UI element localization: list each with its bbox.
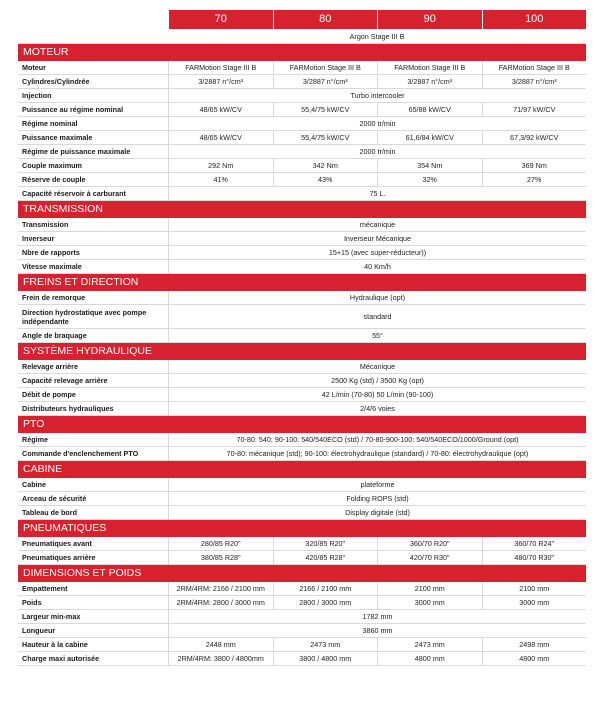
spec-label: Couple maximum (22, 161, 82, 170)
spec-values (168, 537, 586, 550)
spec-values (168, 260, 586, 273)
engine-name-row (18, 29, 586, 44)
spec-values (168, 329, 586, 342)
spec-label: Pneumatiques avant (22, 539, 92, 548)
spec-table (18, 10, 586, 666)
spec-value-model-100: 71/97 kW/CV (482, 103, 587, 116)
spec-row (18, 582, 586, 596)
spec-value-all-models: 2000 tr/min (168, 117, 586, 130)
spec-value-model-90: 4800 mm (377, 652, 482, 665)
spec-row (18, 492, 586, 506)
spec-value-model-100: 67,3/92 kW/CV (482, 131, 587, 144)
spec-value-model-70: 2RM/4RM: 2800 / 3000 mm (168, 596, 273, 609)
spec-row (18, 218, 586, 232)
spec-value-model-90: 32% (377, 173, 482, 186)
spec-value-model-90: 2473 mm (377, 638, 482, 651)
spec-value-model-80: 2166 / 2100 mm (273, 582, 378, 595)
spec-row (18, 187, 586, 201)
spec-label: Charge maxi autorisée (22, 654, 100, 663)
model-80-header: 80 (273, 10, 378, 29)
spec-value-model-100: 369 Nm (482, 159, 587, 172)
spec-value-all-models: 42 L/min (70-80) 50 L/min (90-100) (168, 388, 586, 401)
section-header: DIMENSIONS ET POIDS (18, 565, 586, 582)
spec-value-model-100: 2100 mm (482, 582, 587, 595)
spec-value-all-models: Folding ROPS (std) (168, 492, 586, 505)
spec-label: Empattement (22, 584, 68, 593)
spec-label: Cabine (22, 480, 46, 489)
spec-value-all-models: Hydraulique (opt) (168, 291, 586, 304)
spec-values (168, 652, 586, 665)
spec-values (168, 447, 586, 460)
spec-row (18, 246, 586, 260)
spec-values (168, 374, 586, 387)
spec-value-model-80: 55,4/75 kW/CV (273, 131, 378, 144)
spec-values (168, 624, 586, 637)
spec-row (18, 360, 586, 374)
spec-values (168, 145, 586, 158)
spec-value-model-100: FARMotion Stage III B (482, 61, 587, 74)
engine-name-blank (18, 29, 168, 43)
section-header: TRANSMISSION (18, 201, 586, 218)
spec-values (168, 433, 586, 446)
spec-label: Tableau de bord (22, 508, 77, 517)
spec-values (168, 388, 586, 401)
spec-row (18, 374, 586, 388)
spec-row (18, 260, 586, 274)
spec-value-model-90: 420/70 R30" (377, 551, 482, 564)
spec-label: Relevage arrière (22, 362, 78, 371)
spec-row (18, 624, 586, 638)
section-header: PNEUMATIQUES (18, 520, 586, 537)
spec-label: Direction hydrostatique avec pompe indépendante (22, 307, 147, 326)
section-header: MOTEUR (18, 44, 586, 61)
spec-label: Régime nominal (22, 119, 78, 128)
spec-label: Puissance maximale (22, 133, 93, 142)
spec-values (168, 582, 586, 595)
spec-value-model-90: 354 Nm (377, 159, 482, 172)
spec-row (18, 506, 586, 520)
spec-value-all-models: plateforme (168, 478, 586, 491)
spec-row (18, 447, 586, 461)
spec-value-model-90: FARMotion Stage III B (377, 61, 482, 74)
spec-value-all-models: Display digitale (std) (168, 506, 586, 519)
spec-value-all-models: 3860 mm (168, 624, 586, 637)
spec-values (168, 232, 586, 245)
spec-value-model-90: 2100 mm (377, 582, 482, 595)
spec-label: Inverseur (22, 234, 55, 243)
spec-value-model-70: FARMotion Stage III B (168, 61, 273, 74)
spec-values (168, 117, 586, 130)
spec-values (168, 218, 586, 231)
spec-row (18, 537, 586, 551)
spec-values (168, 61, 586, 74)
spec-value-model-70: 280/85 R20" (168, 537, 273, 550)
header-blank (18, 10, 168, 29)
spec-value-model-90: 360/70 R20" (377, 537, 482, 550)
spec-label: Nbre de rapports (22, 248, 80, 257)
spec-values (168, 75, 586, 88)
spec-values (168, 551, 586, 564)
spec-value-all-models: 75 L. (168, 187, 586, 200)
spec-row (18, 433, 586, 447)
spec-label: Pneumatiques arrière (22, 553, 96, 562)
sections-container (18, 44, 586, 666)
spec-value-model-80: FARMotion Stage III B (273, 61, 378, 74)
spec-row (18, 652, 586, 666)
spec-value-model-80: 3/2887 n°/cm³ (273, 75, 378, 88)
spec-label: Réserve de couple (22, 175, 86, 184)
spec-values (168, 305, 586, 328)
model-100-header: 100 (482, 10, 587, 29)
spec-values (168, 103, 586, 116)
spec-label: Débit de pompe (22, 390, 76, 399)
spec-value-model-80: 420/85 R28" (273, 551, 378, 564)
spec-value-all-models: 2/4/6 voies (168, 402, 586, 415)
spec-value-model-70: 380/85 R28" (168, 551, 273, 564)
spec-value-all-models: 70-80: mécanique (std); 90-100: électrohydraulique (standard) / 70-80: électrohydraulique (opt) (168, 447, 586, 460)
spec-value-model-90: 65/88 kW/CV (377, 103, 482, 116)
model-header (18, 10, 586, 29)
spec-row (18, 551, 586, 565)
spec-values (168, 506, 586, 519)
spec-value-model-80: 55,4/75 kW/CV (273, 103, 378, 116)
spec-value-model-70: 292 Nm (168, 159, 273, 172)
spec-label: Moteur (22, 63, 46, 72)
spec-row (18, 305, 586, 329)
spec-value-all-models: mécanique (168, 218, 586, 231)
spec-row (18, 388, 586, 402)
spec-values (168, 478, 586, 491)
spec-row (18, 402, 586, 416)
spec-row (18, 117, 586, 131)
spec-label: Frein de remorque (22, 293, 86, 302)
spec-label: Commande d'enclenchement PTO (22, 449, 139, 458)
spec-value-model-70: 48/65 kW/CV (168, 103, 273, 116)
spec-row (18, 232, 586, 246)
spec-value-model-100: 27% (482, 173, 587, 186)
spec-label: Longueur (22, 626, 56, 635)
spec-value-all-models: 2000 tr/min (168, 145, 586, 158)
spec-value-model-100: 360/70 R24" (482, 537, 587, 550)
spec-value-all-models: 2500 Kg (std) / 3500 Kg (opt) (168, 374, 586, 387)
spec-row (18, 75, 586, 89)
spec-values (168, 291, 586, 304)
spec-value-model-80: 43% (273, 173, 378, 186)
spec-value-all-models: 55° (168, 329, 586, 342)
spec-values (168, 402, 586, 415)
spec-label: Largeur min-max (22, 612, 81, 621)
model-90-header: 90 (377, 10, 482, 29)
spec-value-model-80: 342 Nm (273, 159, 378, 172)
model-70-header: 70 (168, 10, 273, 29)
spec-value-model-100: 3000 mm (482, 596, 587, 609)
spec-value-model-70: 2448 mm (168, 638, 273, 651)
spec-row (18, 478, 586, 492)
spec-row (18, 103, 586, 117)
spec-value-model-90: 61,6/84 kW/CV (377, 131, 482, 144)
section-header: FREINS ET DIRECTION (18, 274, 586, 291)
spec-value-model-70: 2RM/4RM: 3800 / 4800mm (168, 652, 273, 665)
spec-value-model-80: 3800 / 4800 mm (273, 652, 378, 665)
spec-value-all-models: 15+15 (avec super-réducteur)) (168, 246, 586, 259)
spec-row (18, 173, 586, 187)
spec-label: Régime de puissance maximale (22, 147, 131, 156)
spec-label: Hauteur à la cabine (22, 640, 88, 649)
spec-row (18, 638, 586, 652)
spec-label: Vitesse maximale (22, 262, 82, 271)
spec-row (18, 145, 586, 159)
spec-value-model-70: 2RM/4RM: 2166 / 2100 mm (168, 582, 273, 595)
spec-value-all-models: Inverseur Mécanique (168, 232, 586, 245)
spec-value-model-80: 2473 mm (273, 638, 378, 651)
spec-row (18, 596, 586, 610)
section-header: CABINE (18, 461, 586, 478)
spec-value-all-models: 40 Km/h (168, 260, 586, 273)
spec-label: Injection (22, 91, 52, 100)
spec-values (168, 360, 586, 373)
spec-values (168, 610, 586, 623)
spec-value-all-models: Turbo intercooler (168, 89, 586, 102)
spec-values (168, 246, 586, 259)
spec-value-model-100: 3/2887 n°/cm³ (482, 75, 587, 88)
spec-row (18, 291, 586, 305)
spec-value-all-models: 70-80: 540; 90-100: 540/540ECO (std) / 70-80-900-100: 540/540ECO/1000/Ground (opt) (168, 433, 586, 446)
spec-label: Distributeurs hydrauliques (22, 404, 114, 413)
spec-label: Cylindres/Cylindrée (22, 77, 90, 86)
spec-value-all-models: standard (168, 305, 586, 328)
section-header: SYSTÈME HYDRAULIQUE (18, 343, 586, 360)
spec-row (18, 610, 586, 624)
spec-value-model-100: 4800 mm (482, 652, 587, 665)
spec-value-model-80: 320/85 R20" (273, 537, 378, 550)
spec-values (168, 89, 586, 102)
spec-values (168, 638, 586, 651)
spec-row (18, 329, 586, 343)
spec-row (18, 89, 586, 103)
spec-value-model-90: 3000 mm (377, 596, 482, 609)
spec-row (18, 159, 586, 173)
spec-label: Régime (22, 435, 48, 444)
spec-row (18, 131, 586, 145)
section-header: PTO (18, 416, 586, 433)
spec-value-model-70: 41% (168, 173, 273, 186)
engine-name: Argon Stage III B (349, 31, 405, 41)
spec-values (168, 492, 586, 505)
spec-row (18, 61, 586, 75)
spec-label: Transmission (22, 220, 69, 229)
spec-label: Capacité relevage arrière (22, 376, 108, 385)
spec-label: Angle de braquage (22, 331, 87, 340)
spec-values (168, 173, 586, 186)
spec-value-all-models: Mécanique (168, 360, 586, 373)
spec-value-model-70: 3/2887 n°/cm³ (168, 75, 273, 88)
spec-label: Capacité réservoir à carburant (22, 189, 126, 198)
spec-label: Arceau de sécurité (22, 494, 87, 503)
spec-values (168, 131, 586, 144)
spec-value-all-models: 1782 mm (168, 610, 586, 623)
spec-values (168, 187, 586, 200)
spec-label: Puissance au régime nominal (22, 105, 124, 114)
spec-value-model-90: 3/2887 n°/cm³ (377, 75, 482, 88)
spec-values (168, 596, 586, 609)
spec-value-model-100: 480/70 R30" (482, 551, 587, 564)
spec-value-model-100: 2498 mm (482, 638, 587, 651)
spec-value-model-80: 2800 / 3000 mm (273, 596, 378, 609)
spec-value-model-70: 48/65 kW/CV (168, 131, 273, 144)
spec-label: Poids (22, 598, 42, 607)
spec-values (168, 159, 586, 172)
